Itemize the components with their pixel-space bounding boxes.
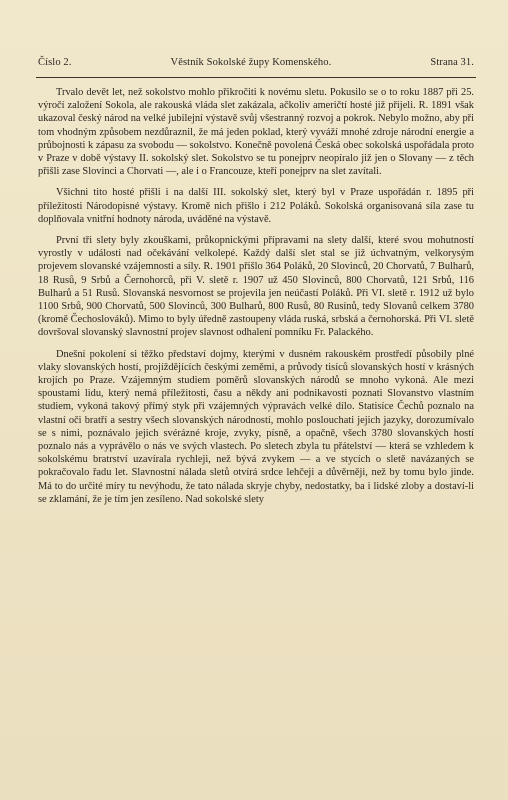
paragraph-4: Dnešní pokolení si těžko představí dojmy, kterými v dusném rakouském prostředí působily plné vlaky slovanských hostí, projíždějících českými zeměmi, a průvody tisíců slovanských hostí v krásných krojích po Praze. Vzájemným studiem poměrů slovanských národů se mnoho vykoná. Ale mezi spoustami lidu, který nemá příležitosti, času a někdy ani podnikavosti poznati Slovanstvo vlastním studiem, vykoná takový přímý styk při vzájemných výpravách velké dílo. Statisíce Čechů poznalo na vlastní oči bratří a sestry všech slovanských národností, mohlo poslouchati jejich jazyky, dorozumívalo se s nimi, poznávalo jejich svérázné kroje, zvyky, písně, a opačně, všech 3780 slovanských hostí poznalo nás a vyprávělo o nás ve svých vlastech. Po sletech zbyla tu přátelství — která se vzhledem k sokolskému bratrství uzavírala rychleji, než bývá zvykem — a ve stycích o sletě navázaných se pokračovalo řadu let. Slavnostní nálada sletů otvírá srdce lehčeji a důvěrněji, než by tomu bylo jinde. Má to do určité míry tu nevýhodu, že tato nálada skryje chyby, nedostatky, ba i lidské zloby a dostaví-li se zklamání, že je tím jen zesíleno. Nad sokolské slety [38, 348, 474, 505]
paragraph-3: První tři slety byly zkouškami, průkopnickými přípravami na slety další, které svou mohutností vyrostly v události nad očekávání velkolepé. Každý další slet stal se již úchvatným, velkorysým projevem slovanské vzájemnosti a síly. R. 1901 přišlo 364 Poláků, 20 Slovinců, 20 Chorvatů, 7 Bulharů, 18 Rusů, 9 Srbů a Černohorců, při V. sletě r. 1907 už 450 Slovinců, 800 Chorvatů, 121 Srbů, 116 Bulharů a 51 Rusů. Slovanská nesvornost se projevila jen neúčastí Poláků. Při VI. sletě r. 1912 už bylo 1100 Srbů, 900 Chorvatů, 500 Slovinců, 300 Bulharů, 800 Rusů, 80 Rusínů, tedy Slovanů celkem 3780 (kromě Čechoslováků). Mimo to byly úředně zastoupeny vláda ruská, srbská a černohorská. Při VI. sletě dovršoval slovanský slavnostní projev slavnost odhalení pomníku Fr. Palackého. [38, 235, 474, 339]
page-number: Strana 31. [430, 57, 474, 68]
header-rule [36, 77, 476, 78]
issue-number: Číslo 2. [38, 57, 72, 68]
paragraph-2: Všichni tito hosté přišli i na další III. sokolský slet, který byl v Praze uspořádán r. 1895 při příležitosti Národopisné výstavy. Kromě nich přišlo i 212 Poláků. Sokolská organisovaná síla zase tu doplňovala vnitřní hodnoty národa, uváděné na výstavě. [38, 187, 474, 225]
article-body [38, 86, 474, 510]
paragraph-1: Trvalo devět let, než sokolstvo mohlo přikročiti k novému sletu. Pokusilo se o to roku 1887 při 25. výročí založení Sokola, ale rakouská vláda slet zakázala, ačkoliv američtí hosté již přijeli. R. 1891 však ukazoval český národ na velké jubilejní výstavě svůj všestranný rozvoj a pokrok. Nebylo možno, aby při tom vhodným způsobem nezdůraznil, že má jeden poklad, který vyváží mnohé zdroje národní energie a průbojnosti k zápasu za svobodu — sokolstvo. Konečně povolená Česká obec sokolská uspořádala proto v Praze v době výstavy II. sokolský slet. Sokolstvo se tu ponejprv neopíralo již jen o Slovany — z těch přišli zase Slovinci a Chorvati —, ale i o Francouze, kteří ponejprv na slet zavítali. [38, 87, 474, 178]
journal-title: Věstník Sokolské župy Komenského. [170, 57, 332, 68]
running-header [38, 57, 474, 75]
